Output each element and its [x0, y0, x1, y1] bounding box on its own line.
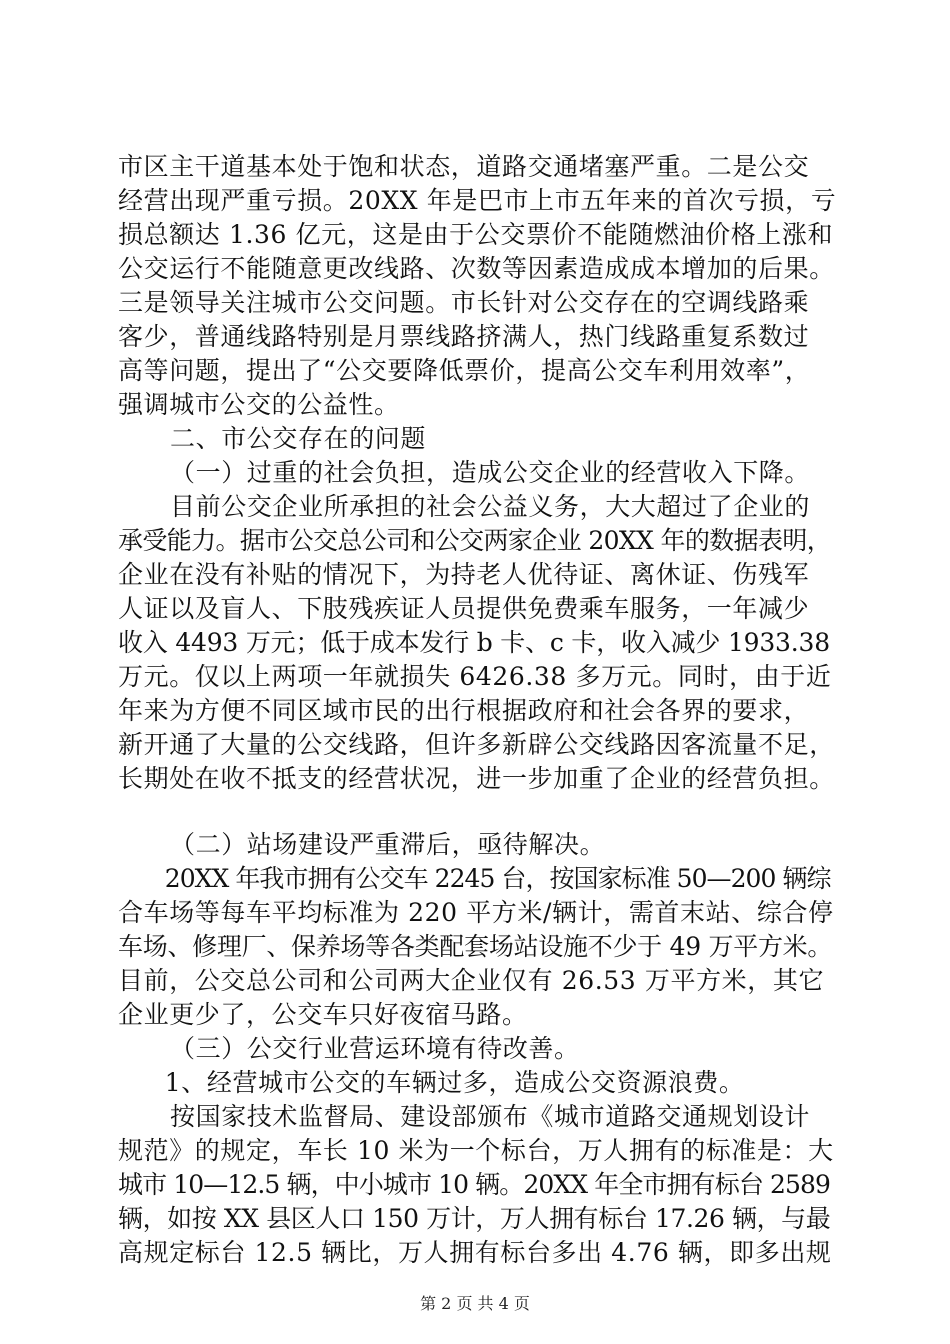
text-line: 承受能力。据市公交总公司和公交两家企业 20XX 年的数据表明，: [118, 526, 832, 555]
text-line: 20XX 年我市拥有公交车 2245 台，按国家标准 50—200 辆综: [164, 864, 831, 893]
text-line: 经营出现严重亏损。20XX 年是巴市上市五年来的首次亏损，亏: [118, 186, 837, 215]
text-line: 人证以及盲人、下肢残疾证人员提供免费乘车服务，一年减少: [118, 594, 810, 623]
text-line: 损总额达 1.36 亿元，这是由于公交票价不能随燃油价格上涨和: [118, 220, 834, 249]
text-line: 目前公交企业所承担的社会公益义务，大大超过了企业的: [170, 492, 811, 521]
text-line: 城市 10—12.5 辆，中小城市 10 辆。20XX 年全市拥有标台 2589: [118, 1170, 830, 1199]
text-line: （三）公交行业营运环境有待改善。: [170, 1034, 580, 1063]
text-line: 企业更少了，公交车只好夜宿马路。: [118, 1000, 528, 1029]
text-line: 市区主干道基本处于饱和状态，道路交通堵塞严重。二是公交: [118, 152, 810, 181]
text-line: 强调城市公交的公益性。: [118, 390, 400, 419]
text-line: 公交运行不能随意更改线路、次数等因素造成成本增加的后果。: [118, 254, 835, 283]
document-body: [118, 150, 838, 1270]
text-line: 合车场等每车平均标准为 220 平方米/辆计，需首末站、综合停: [118, 898, 834, 927]
text-line: 长期处在收不抵支的经营状况，进一步加重了企业的经营负担。: [118, 764, 835, 793]
text-line: 万元。仅以上两项一年就损失 6426.38 多万元。同时，由于近: [118, 662, 832, 691]
text-line: 企业在没有补贴的情况下，为持老人优待证、离休证、伤残军: [118, 560, 810, 589]
text-line: 1、经营城市公交的车辆过多，造成公交资源浪费。: [164, 1068, 745, 1097]
text-line: 高规定标台 12.5 辆比，万人拥有标台多出 4.76 辆，即多出规: [118, 1238, 832, 1267]
text-line: 二、市公交存在的问题: [170, 424, 427, 453]
text-line: （一）过重的社会负担，造成公交企业的经营收入下降。: [170, 458, 811, 487]
text-line: 客少，普通线路特别是月票线路挤满人，热门线路重复系数过: [118, 322, 810, 351]
text-line: 按国家技术监督局、建设部颁布《城市道路交通规划设计: [170, 1102, 811, 1131]
text-line: 收入 4493 万元；低于成本发行 b 卡、c 卡，收入减少 1933.38: [118, 628, 830, 657]
text-line: 三是领导关注城市公交问题。市长针对公交存在的空调线路乘: [118, 288, 810, 317]
text-line: （二）站场建设严重滞后，亟待解决。: [170, 830, 606, 859]
page-footer: 第 2 页 共 4 页: [420, 1294, 530, 1313]
text-line: 新开通了大量的公交线路，但许多新辟公交线路因客流量不足，: [118, 730, 835, 759]
text-line: 年来为方便不同区域市民的出行根据政府和社会各界的要求，: [118, 696, 810, 725]
paragraph-gap: [118, 796, 838, 828]
text-line: 规范》的规定，车长 10 米为一个标台，万人拥有的标准是：大: [118, 1136, 834, 1165]
text-line: 辆，如按 XX 县区人口 150 万计，万人拥有标台 17.26 辆，与最: [118, 1204, 831, 1233]
text-line: 高等问题，提出了“公交要降低票价，提高公交车利用效率”，: [118, 356, 811, 385]
text-line: 目前，公交总公司和公司两大企业仅有 26.53 万平方米，其它: [118, 966, 825, 995]
text-line: 车场、修理厂、保养场等各类配套场站设施不少于 49 万平方米。: [118, 932, 833, 961]
